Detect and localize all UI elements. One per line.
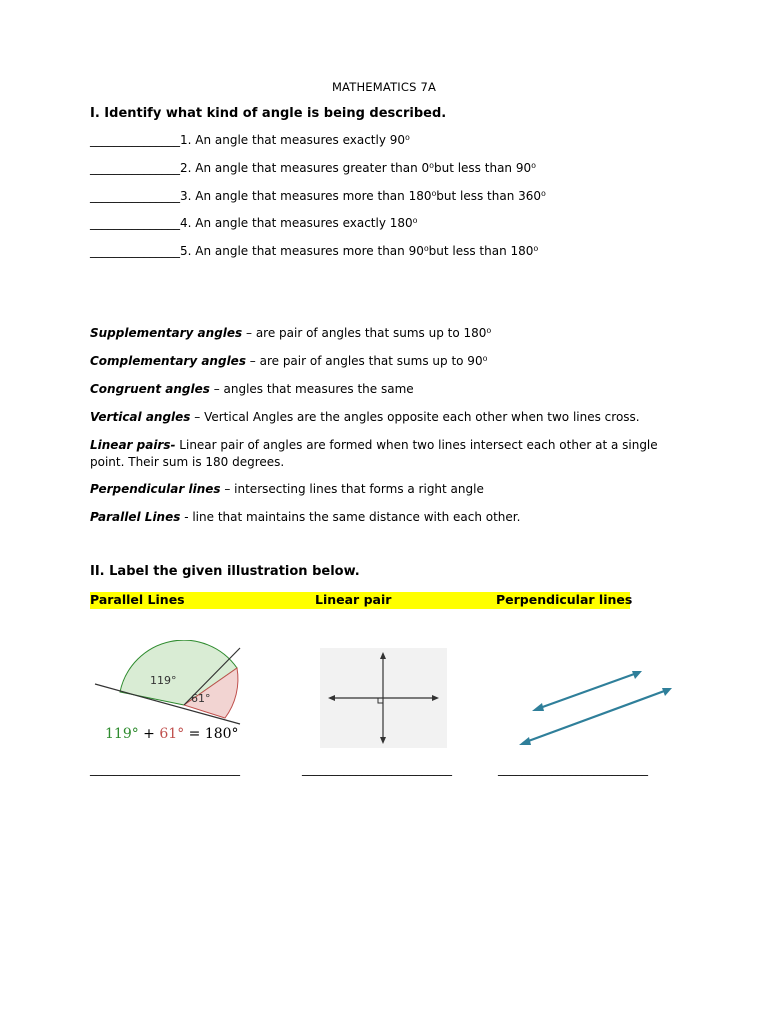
definition-text: – angles that measures the same — [209, 382, 414, 396]
angle-119-label: 119° — [150, 674, 177, 687]
definition-term: Congruent angles — [90, 382, 210, 396]
definition-term: Parallel Lines — [90, 510, 181, 524]
question-text: 5. An angle that measures more than 90⁰but less than 180⁰ — [180, 244, 539, 258]
definition-congruent — [90, 381, 680, 398]
parallel-line-bottom — [523, 690, 667, 743]
arrowhead-bottom-left — [519, 737, 531, 745]
definition-linear-pairs — [90, 437, 680, 471]
definition-term: Perpendicular lines — [90, 482, 221, 496]
angle-equation — [105, 726, 239, 742]
equation-term-b: 61° — [159, 726, 185, 742]
question-text: 3. An angle that measures more than 180⁰but less than 360⁰ — [180, 189, 546, 203]
definition-parallel — [90, 509, 680, 526]
definition-complementary — [90, 353, 680, 370]
question-5 — [90, 244, 538, 258]
definition-term: Supplementary angles — [90, 326, 243, 340]
definition-text: - line that maintains the same distance with each other. — [180, 510, 521, 524]
definition-supplementary — [90, 325, 680, 342]
question-2 — [90, 161, 536, 175]
definition-text: – intersecting lines that forms a right angle — [220, 482, 484, 496]
angle-61-label: 61° — [191, 692, 211, 705]
label-parallel-lines: Parallel Lines — [90, 592, 185, 607]
answer-blank[interactable]: _______________ — [90, 189, 180, 203]
question-3 — [90, 189, 546, 203]
answer-blank[interactable]: _______________ — [90, 216, 180, 230]
linear-pair-figure — [90, 640, 250, 752]
definition-text: – are pair of angles that sums up to 90⁰ — [245, 354, 488, 368]
arrowhead-top-left — [532, 703, 544, 711]
equation-term-a: 119° — [105, 726, 139, 742]
definition-term: Vertical angles — [90, 410, 191, 424]
definition-term: Complementary angles — [90, 354, 246, 368]
equation-result: = 180° — [184, 726, 239, 742]
arrowhead-bottom-right — [662, 688, 672, 696]
definition-term: Linear pairs- — [90, 438, 176, 452]
label-perpendicular-lines: Perpendicular lines — [496, 592, 633, 607]
equation-plus: + — [138, 726, 160, 742]
answer-line-2[interactable]: _________________________ — [302, 762, 452, 776]
question-1 — [90, 133, 410, 147]
parallel-lines-figure — [515, 665, 675, 750]
definition-vertical — [90, 409, 680, 426]
page-title: MATHEMATICS 7A — [331, 80, 437, 94]
question-text: 1. An angle that measures exactly 90⁰ — [180, 133, 410, 147]
definition-text: – Vertical Angles are the angles opposite each other when two lines cross. — [190, 410, 640, 424]
question-text: 2. An angle that measures greater than 0⁰but less than 90⁰ — [180, 161, 536, 175]
label-highlight-bar — [90, 592, 633, 609]
answer-blank[interactable]: _______________ — [90, 161, 180, 175]
parallel-line-top — [537, 673, 637, 709]
definition-text: – are pair of angles that sums up to 180⁰ — [242, 326, 492, 340]
question-text: 4. An angle that measures exactly 180⁰ — [180, 216, 418, 230]
definition-perpendicular — [90, 481, 680, 498]
answer-line-1[interactable]: _________________________ — [90, 762, 240, 776]
definition-text: Linear pair of angles are formed when two lines intersect each other at a single point. Their sum is 180 degrees. — [90, 438, 658, 469]
part1-heading: I. Identify what kind of angle is being described. — [90, 106, 447, 121]
answer-line-3[interactable]: _________________________ — [498, 762, 648, 776]
question-4 — [90, 216, 417, 230]
perpendicular-figure — [320, 648, 447, 748]
answer-blank[interactable]: _______________ — [90, 133, 180, 147]
arrowhead-top-right — [632, 671, 642, 679]
answer-blank[interactable]: _______________ — [90, 244, 180, 258]
label-linear-pair: Linear pair — [315, 592, 392, 607]
part2-heading: II. Label the given illustration below. — [90, 564, 360, 579]
